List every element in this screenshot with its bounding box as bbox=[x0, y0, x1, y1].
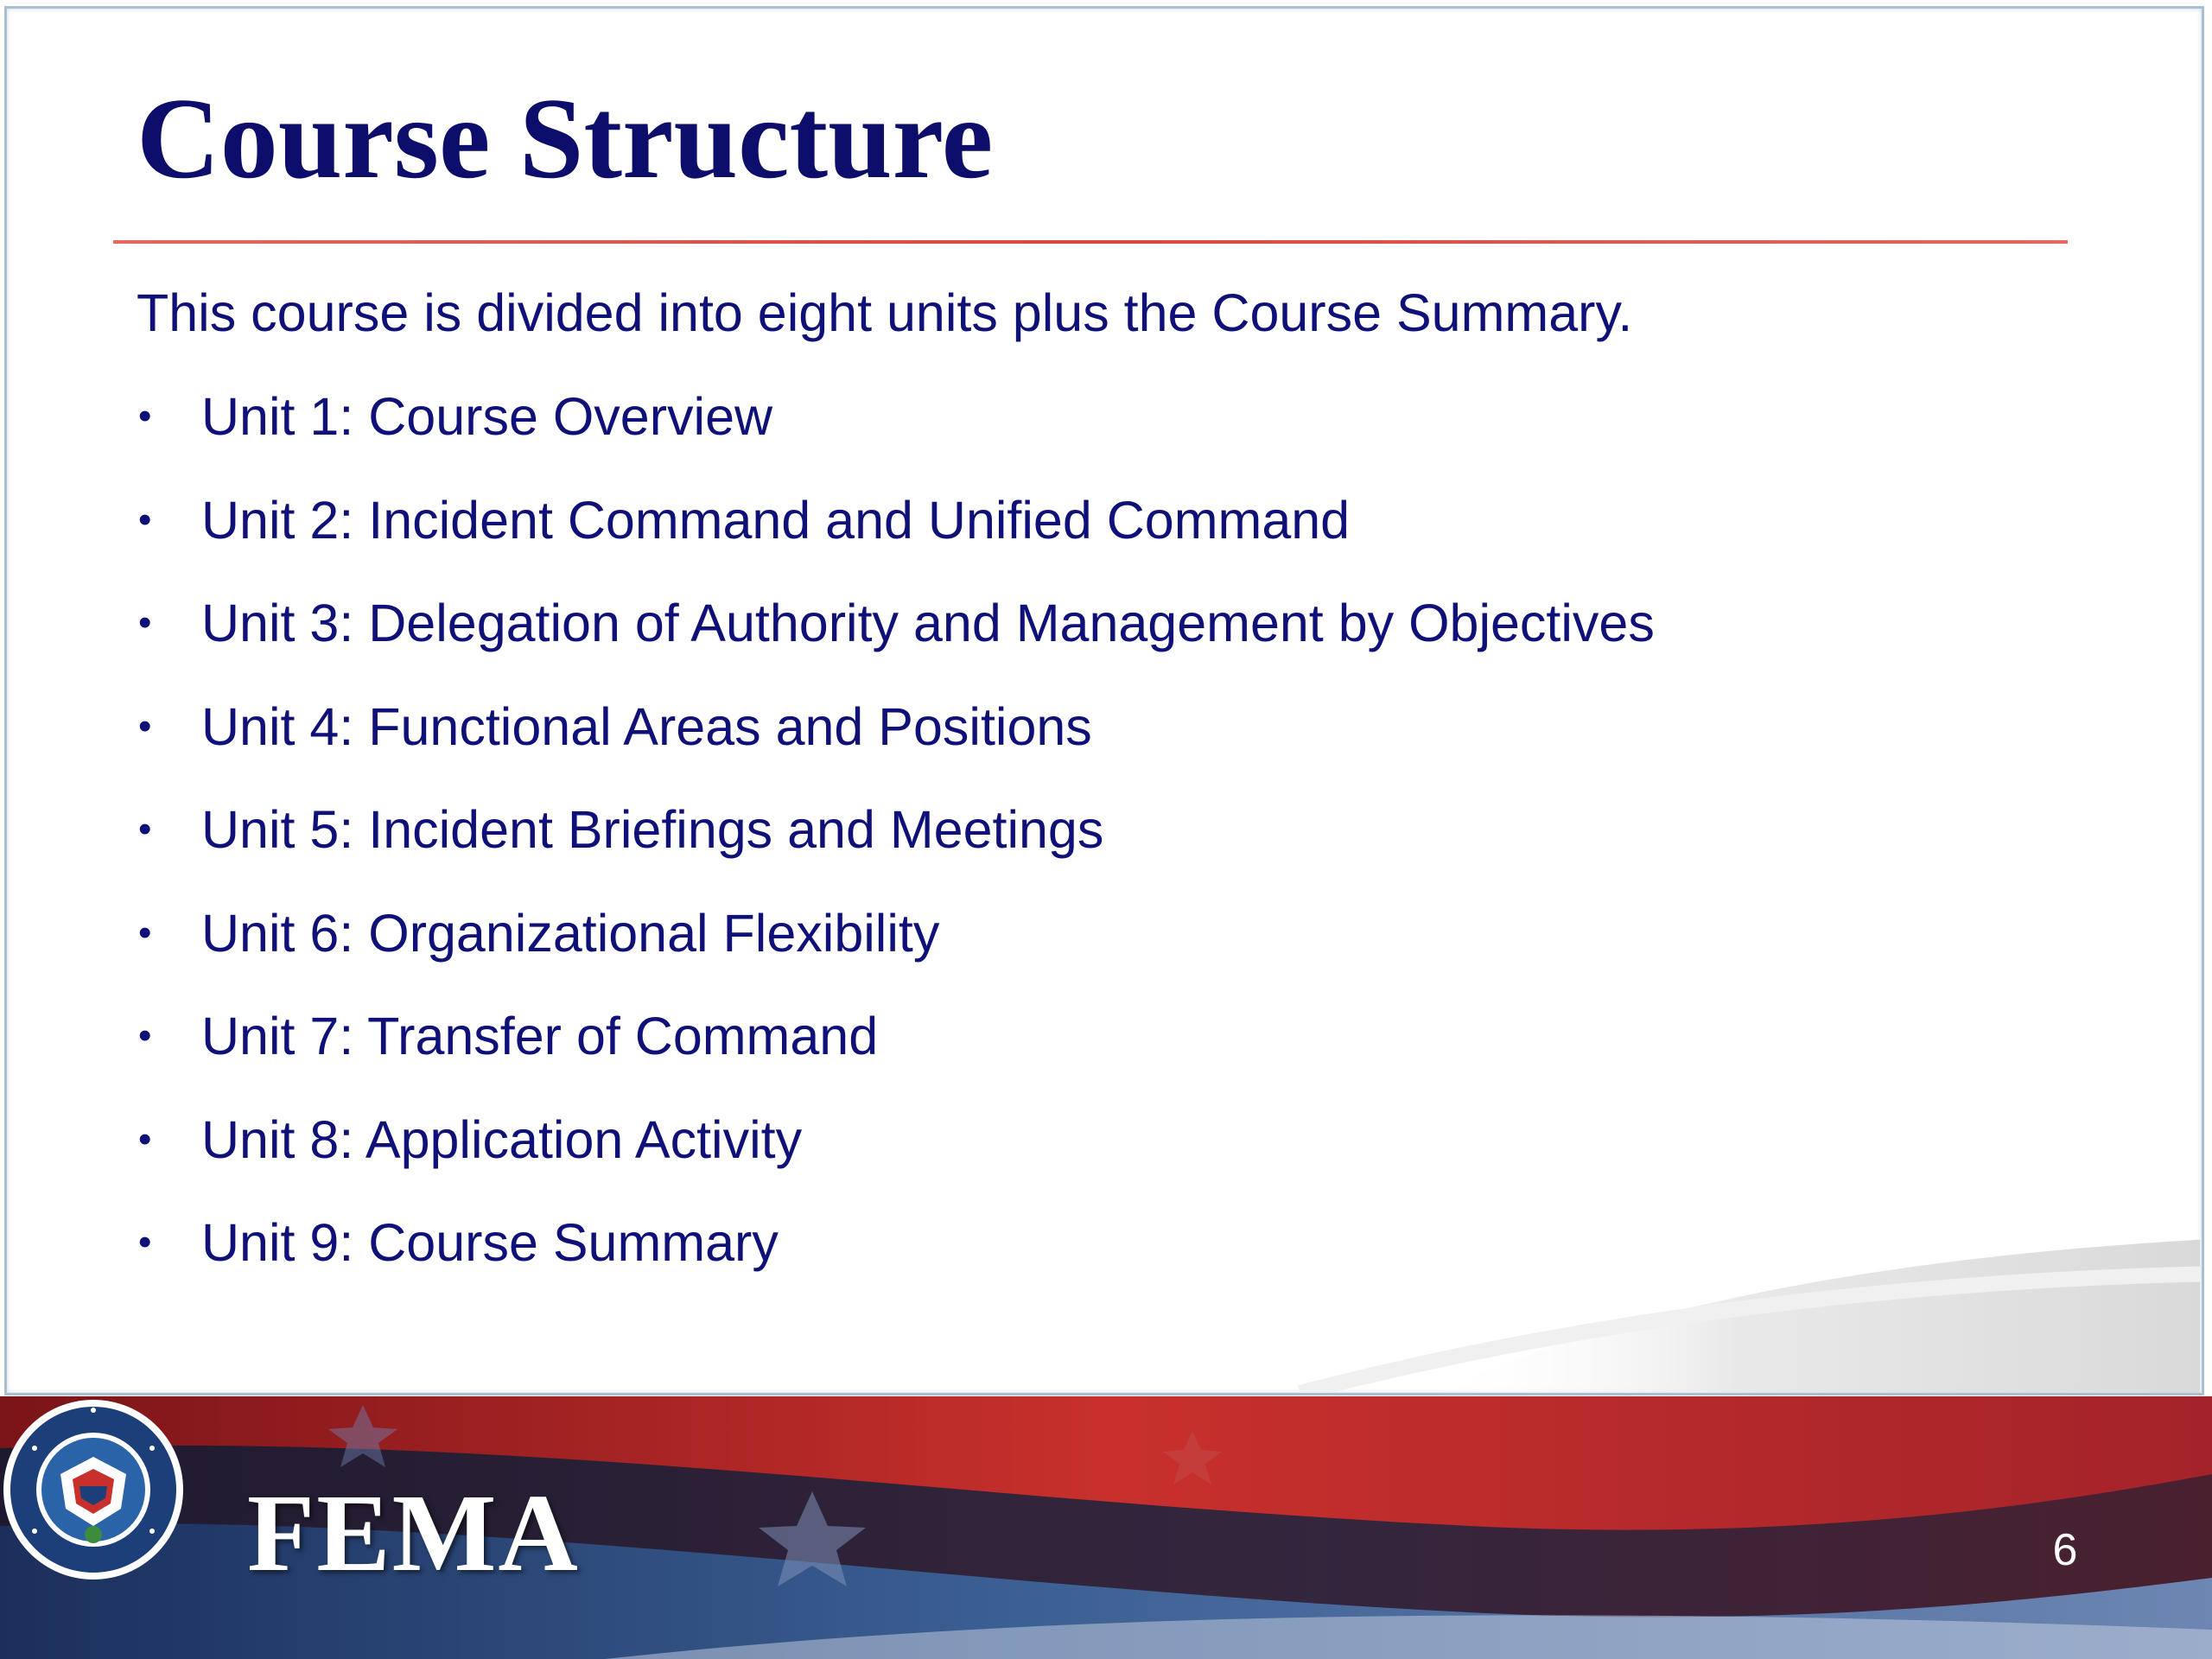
slide-title: Course Structure bbox=[137, 74, 994, 202]
footer-band bbox=[0, 1396, 2212, 1659]
bullet-icon: • bbox=[138, 498, 152, 541]
bullet-icon: • bbox=[138, 1117, 152, 1160]
bullet-icon: • bbox=[138, 395, 152, 437]
unit-label: Unit 9: Course Summary bbox=[201, 1213, 779, 1272]
unit-label: Unit 7: Transfer of Command bbox=[201, 1007, 879, 1065]
fema-logo: FEMA bbox=[247, 1471, 580, 1594]
unit-label: Unit 3: Delegation of Authority and Management by Objectives bbox=[201, 594, 1655, 652]
bullet-icon: • bbox=[138, 808, 152, 850]
unit-label: Unit 4: Functional Areas and Positions bbox=[201, 696, 1092, 756]
dhs-seal-icon bbox=[0, 1396, 187, 1583]
page-number: 6 bbox=[2052, 1525, 2078, 1575]
bullet-icon: • bbox=[138, 911, 152, 954]
unit-label: Unit 8: Application Activity bbox=[201, 1109, 803, 1169]
bullet-icon: • bbox=[138, 704, 152, 747]
bullet-icon: • bbox=[138, 1221, 152, 1263]
intro-text: This course is divided into eight units plus the Course Summary. bbox=[137, 283, 1633, 342]
unit-label: Unit 5: Incident Briefings and Meetings bbox=[201, 800, 1104, 859]
bullet-icon: • bbox=[138, 1014, 152, 1057]
unit-label: Unit 2: Incident Command and Unified Command bbox=[201, 490, 1351, 550]
unit-label: Unit 6: Organizational Flexibility bbox=[201, 903, 940, 963]
unit-label: Unit 1: Course Overview bbox=[201, 387, 773, 446]
bullet-icon: • bbox=[138, 601, 152, 644]
content-frame bbox=[4, 6, 2204, 1395]
title-divider bbox=[113, 240, 2068, 244]
